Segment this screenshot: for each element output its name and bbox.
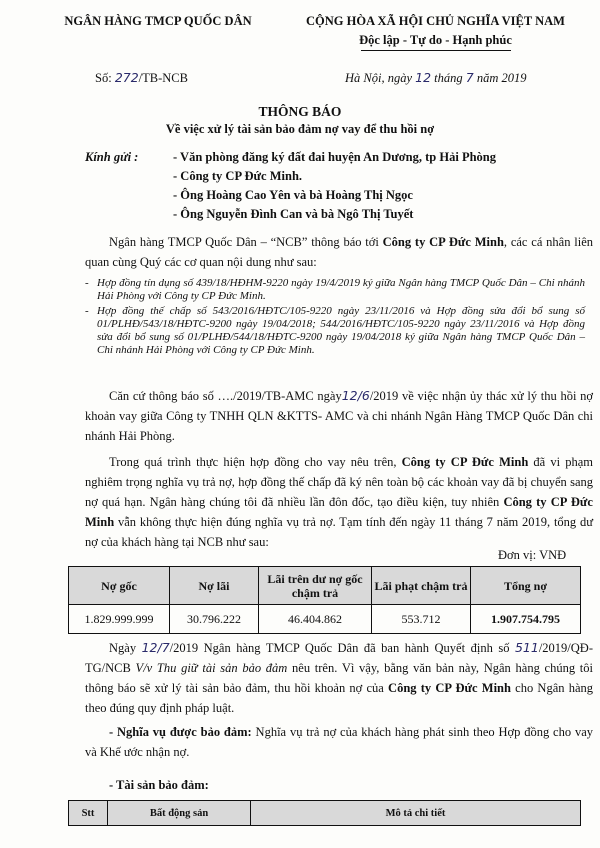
document-title: THÔNG BÁO <box>258 104 342 119</box>
process-text: Trong quá trình thực hiện hợp đồng cho vay nêu trên, <box>109 455 402 469</box>
process-text-mid: đã vi phạm nghiêm trọng nghĩa vụ trả nợ, hợp đồng thế chấp đã ký nên toàn bộ các khoản vay đã bị chuyển sang nợ quá hạn. Ngân hàng chúng tôi đã nhiều lần đôn đốc, tạo điều kiện, tuy nhiên <box>85 455 593 509</box>
date-month: 7 <box>465 70 474 85</box>
process-paragraph <box>85 452 593 552</box>
list-item: - Hợp đồng thế chấp số 543/2016/HĐTC/105-9220 ngày 23/11/2016 và Hợp đồng sửa đổi bổ sung số 01/PLHĐ/543/18/HĐTC-9200 ngày 19/04/2018; 544/2016/HĐTC/105-9220 ngày 23/11/2016 và Hợp đồng sửa đổi bổ sung số 01/PLHĐ/544/18/HĐTC-9200 ngày 19/04/2018 ký giữa Ngân hàng TMCP Quốc Dân – Chi nhánh Hải Phòng với Công ty CP Đức Minh. <box>85 305 585 356</box>
doc-number-prefix: Số: <box>95 71 112 85</box>
doc-number-handwritten: 272 <box>114 70 139 85</box>
table-cell: 553.712 <box>372 605 471 634</box>
decision-text-mid: /2019 Ngân hàng TMCP Quốc Dân đã ban hành Quyết định số <box>169 641 510 655</box>
date-year: năm 2019 <box>476 71 527 85</box>
company-name: Công ty CP Đức Minh <box>382 235 504 249</box>
motto: Độc lập - Tự do - Hạnh phúc <box>359 33 512 47</box>
assets-label: - Tài sản bảo đảm: <box>109 778 209 792</box>
obligation-label: - Nghĩa vụ được bảo đảm: <box>109 725 252 739</box>
document-subtitle: Về việc xử lý tài sản bảo đảm nợ vay để thu hồi nợ <box>165 122 435 136</box>
company-name: Công ty CP Đức Minh <box>85 495 593 529</box>
contract-list <box>85 277 585 357</box>
table-header-row <box>69 801 581 826</box>
basis-text-end: /2019 về việc nhận ủy thác xử lý thu hồi nợ khoản vay giữa Công ty TNHH QLN &KTTS- AMC và chi nhánh Ngân Hàng TMCP Quốc Dân chi nhánh Hải Phòng. <box>85 389 593 443</box>
debt-table <box>68 566 581 634</box>
decision-number-suffix: /2019/QĐ-TG/NCB <box>85 641 593 675</box>
list-item: - Hợp đồng tín dụng số 439/18/HĐHM-9220 ngày 19/4/2019 ký giữa Ngân hàng TMCP Quốc Dân – Chi nhánh Hải Phòng với Công ty CP Đức Minh. <box>85 277 585 302</box>
document-date <box>345 70 527 86</box>
basis-text: Căn cứ thông báo số …./2019/TB-AMC ngày <box>109 389 342 403</box>
table-cell: 30.796.222 <box>170 605 259 634</box>
column-header: Bất động sản <box>108 801 251 826</box>
column-header: Lãi phạt chậm trả <box>372 567 471 605</box>
column-header: Stt <box>69 801 108 826</box>
decision-text: Ngày <box>109 641 137 655</box>
recipient-item: - Công ty CP Đức Minh. <box>173 169 303 183</box>
total-debt-cell: 1.907.754.795 <box>471 605 581 634</box>
column-header: Nợ gốc <box>69 567 170 605</box>
column-header: Mô tả chi tiết <box>251 801 581 826</box>
column-header: Nợ lãi <box>170 567 259 605</box>
country-name: CỘNG HÒA XÃ HỘI CHỦ NGHĨA VIỆT NAM <box>306 14 565 28</box>
intro-text: Ngân hàng TMCP Quốc Dân – “NCB” thông báo tới <box>109 235 383 249</box>
obligation-text: Nghĩa vụ trả nợ của khách hàng phát sinh theo Hợp đồng cho vay và Khế ước nhận nợ. <box>85 725 593 759</box>
list-item-text: Hợp đồng thế chấp số 543/2016/HĐTC/105-9220 ngày 23/11/2016 và Hợp đồng sửa đổi bổ sung số 01/PLHĐ/543/18/HĐTC-9200 ngày 19/04/2018; 544/2016/HĐTC/105-9220 ngày 23/11/2016 và Hợp đồng sửa đổi bổ sung số 01/PLHĐ/544/18/HĐTC-9200 ngày 19/04/2018 ký giữa Ngân hàng TMCP Quốc Dân – Chi nhánh Hải Phòng với Công ty CP Đức Minh. <box>97 305 585 356</box>
date-month-label: tháng <box>434 71 463 85</box>
decision-handwritten-number: 511 <box>514 640 539 655</box>
column-header: Lãi trên dư nợ gốc chậm trả <box>259 567 372 605</box>
table-cell: 1.829.999.999 <box>69 605 170 634</box>
currency-unit: Đơn vị: VNĐ <box>498 548 567 562</box>
recipients-label: Kính gửi : <box>85 150 139 164</box>
intro-text-end: , các cá nhân liên quan cùng Quý các cơ quan nội dung như sau: <box>85 235 593 269</box>
date-day: 12 <box>415 70 432 85</box>
recipient-item: - Ông Hoàng Cao Yên và bà Hoàng Thị Ngọc <box>173 188 413 202</box>
basis-paragraph <box>85 386 593 446</box>
recipient-item: - Văn phòng đăng ký đất đai huyện An Dương, tp Hải Phòng <box>173 150 496 164</box>
date-prefix: Hà Nội, ngày <box>345 71 413 85</box>
decision-text-end: cho Ngân hàng theo đúng quy định pháp luật. <box>85 681 593 715</box>
obligation-paragraph <box>85 722 593 762</box>
company-name: Công ty CP Đức Minh <box>388 681 511 695</box>
bank-name: NGÂN HÀNG TMCP QUỐC DÂN <box>64 14 252 28</box>
table-cell: 46.404.862 <box>259 605 372 634</box>
doc-number-suffix: /TB-NCB <box>138 71 188 85</box>
intro-paragraph <box>85 232 593 272</box>
basis-handwritten-date: 12/6 <box>341 388 370 403</box>
decision-paragraph <box>85 638 593 718</box>
national-header <box>283 14 588 51</box>
assets-heading <box>85 775 593 795</box>
decision-subject: V/v Thu giữ tài sản bảo đảm <box>130 661 288 675</box>
decision-text-2: nêu trên. Vì vậy, bằng văn bản này, Ngân hàng chúng tôi thông báo sẽ xử lý tài sản bảo đảm, thu hồi khoản nợ của <box>85 661 593 695</box>
list-item-text: Hợp đồng tín dụng số 439/18/HĐHM-9220 ngày 19/4/2019 ký giữa Ngân hàng TMCP Quốc Dân – Chi nhánh Hải Phòng với Công ty CP Đức Minh. <box>97 277 585 302</box>
motto-underline <box>361 50 511 51</box>
asset-table <box>68 800 581 826</box>
document-number <box>95 70 188 86</box>
table-header-row <box>69 567 581 605</box>
decision-handwritten-date: 12/7 <box>141 640 170 655</box>
column-header: Tổng nợ <box>471 567 581 605</box>
table-row <box>69 605 581 634</box>
process-text-end: vẫn không thực hiện đúng nghĩa vụ trả nợ. Tạm tính đến ngày 11 tháng 7 năm 2019, tổng dư nợ của khách hàng tại NCB như sau: <box>85 515 593 549</box>
recipient-item: - Ông Nguyễn Đình Can và bà Ngô Thị Tuyết <box>173 207 414 221</box>
company-name: Công ty CP Đức Minh <box>401 455 529 469</box>
